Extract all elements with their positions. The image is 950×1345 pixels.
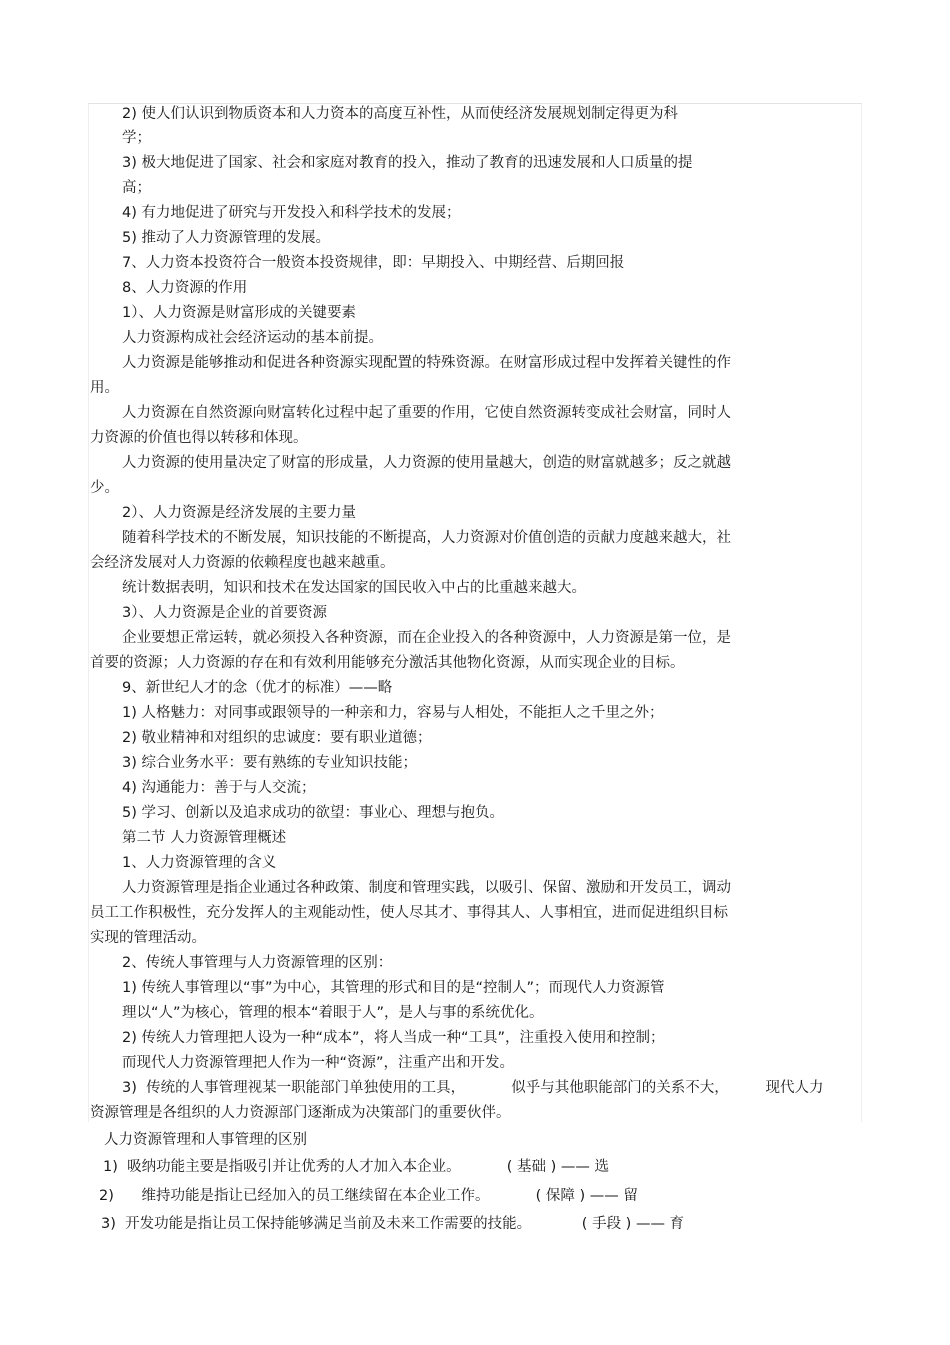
text-line: 9、新世纪人才的念（优才的标准）——略 — [122, 680, 393, 696]
text-line: 人力资源管理是指企业通过各种政策、制度和管理实践，以吸引、保留、激励和开发员工，调动 — [122, 880, 731, 896]
text-line: 1）、人力资源是财富形成的关键要素 — [122, 305, 356, 321]
text-line: 用。 — [90, 380, 119, 396]
text-line: 2) 敬业精神和对组织的忠诚度：要有职业道德； — [122, 730, 432, 746]
text-line: 4) 沟通能力：善于与人交流； — [122, 780, 316, 796]
text-line: 2、传统人事管理与人力资源管理的区别： — [122, 955, 393, 971]
text-line: 少。 — [90, 480, 119, 496]
text-line: 随着科学技术的不断发展，知识技能的不断提高，人力资源对价值创造的贡献力度越来越大，社 — [122, 530, 731, 546]
text-line: 1、人力资源管理的含义 — [122, 855, 277, 871]
text-line: 3) 综合业务水平：要有熟练的专业知识技能； — [122, 755, 417, 771]
table-row: 1) 吸纳功能主要是指吸引并让优秀的人才加入本企业。 ( 基础 ) —— 选 — [103, 1159, 609, 1175]
text-line: 统计数据表明，知识和技术在发达国家的国民收入中占的比重越来越大。 — [122, 580, 586, 596]
text-line: 资源管理是各组织的人力资源部门逐渐成为决策部门的重要伙伴。 — [90, 1105, 511, 1121]
text-line: 员工工作积极性，充分发挥人的主观能动性，使人尽其才、事得其人、人事相宜，进而促进组织目标 — [90, 905, 728, 921]
text-line: 3）、人力资源是企业的首要资源 — [122, 605, 327, 621]
text-line: 人力资源的使用量决定了财富的形成量，人力资源的使用量越大，创造的财富就越多；反之就越 — [122, 455, 731, 471]
text-line: 3) 传统的人事管理视某一职能部门单独使用的工具， 似乎与其他职能部门的关系不大， 现代人力 — [122, 1080, 824, 1096]
text-line: 2) 传统人力管理把人设为一种“成本”，将人当成一种“工具”，注重投入使用和控制； — [122, 1030, 665, 1046]
section-heading: 第二节 人力资源管理概述 — [122, 830, 287, 846]
text-line: 实现的管理活动。 — [90, 930, 206, 946]
text-line: 人力资源是能够推动和促进各种资源实现配置的特殊资源。在财富形成过程中发挥着关键性的作 — [122, 355, 731, 371]
text-line: 5) 推动了人力资源管理的发展。 — [122, 230, 330, 246]
text-line: 首要的资源；人力资源的存在和有效利用能够充分激活其他物化资源，从而实现企业的目标。 — [90, 655, 685, 671]
text-line: 高； — [122, 180, 151, 196]
text-line: 会经济发展对人力资源的依赖程度也越来越重。 — [90, 555, 395, 571]
text-line: 1) 传统人事管理以“事”为中心，其管理的形式和目的是“控制人”；而现代人力资源管 — [122, 980, 665, 996]
text-line: 人力资源构成社会经济运动的基本前提。 — [122, 330, 383, 346]
text-line: 4) 有力地促进了研究与开发投入和科学技术的发展； — [122, 205, 461, 221]
text-line: 理以“人”为核心，管理的根本“着眼于人”，是人与事的系统优化。 — [122, 1005, 544, 1021]
text-line: 5) 学习、创新以及追求成功的欲望：事业心、理想与抱负。 — [122, 805, 504, 821]
text-line: 企业要想正常运转，就必须投入各种资源，而在企业投入的各种资源中，人力资源是第一位，是 — [122, 630, 731, 646]
text-line: 3) 极大地促进了国家、社会和家庭对教育的投入，推动了教育的迅速发展和人口质量的提 — [122, 155, 693, 171]
text-line: 人力资源在自然资源向财富转化过程中起了重要的作用，它使自然资源转变成社会财富，同时人 — [122, 405, 731, 421]
text-line: 7、人力资本投资符合一般资本投资规律，即：早期投入、中期经营、后期回报 — [122, 255, 625, 271]
text-line: 8、人力资源的作用 — [122, 280, 248, 296]
text-line: 力资源的价值也得以转移和体现。 — [90, 430, 308, 446]
table-title: 人力资源管理和人事管理的区别 — [104, 1132, 307, 1148]
text-line: 而现代人力资源管理把人作为一种“资源”，注重产出和开发。 — [122, 1055, 515, 1071]
text-line: 1) 人格魅力：对同事或跟领导的一种亲和力，容易与人相处，不能拒人之千里之外； — [122, 705, 664, 721]
text-line: 学； — [122, 130, 151, 146]
table-row: 3) 开发功能是指让员工保持能够满足当前及未来工作需要的技能。 ( 手段 ) —— 育 — [101, 1216, 685, 1232]
table-row: 2) 维持功能是指让已经加入的员工继续留在本企业工作。 ( 保障 ) —— 留 — [99, 1188, 638, 1204]
text-line: 2) 使人们认识到物质资本和人力资本的高度互补性，从而使经济发展规划制定得更为科 — [122, 106, 678, 122]
text-line: 2）、人力资源是经济发展的主要力量 — [122, 505, 356, 521]
